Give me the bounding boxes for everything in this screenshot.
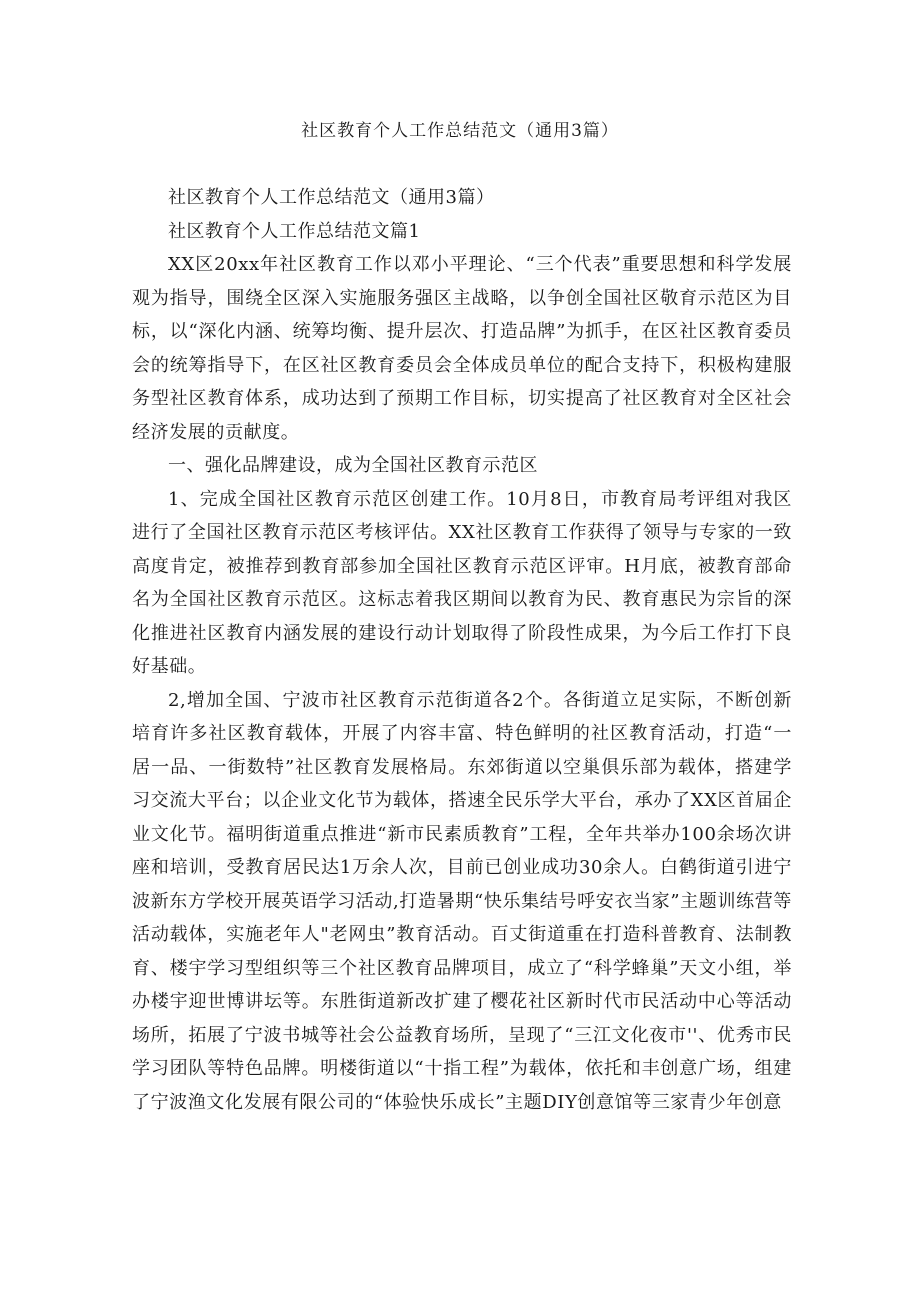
section-heading-part1: 社区教育个人工作总结范文篇1 <box>168 220 421 242</box>
document-body <box>132 181 792 1119</box>
item-2-paragraph: 2,增加全国、宁波市社区教育示范街道各2个。各街道立足实际，不断创新培育许多社区教育载体，开展了内容丰富、特色鲜明的社区教育活动，打造“一居一品、一街数特”社区教育发展格局。东郊街道以空巢俱乐部为载体，搭建学习交流大平台；以企业文化节为载体，搭速全民乐学大平台，承办了XX区首届企业文化节。福明街道重点推进“新市民素质教育”工程，全年共举办100余场次讲座和培训，受教育居民达1万余人次，目前已创业成功30余人。白鹤街道引进宁波新东方学校开展英语学习活动,打造暑期“快乐集结号呼安衣当家”主题训练营等活动载体，实施老年人"老网虫”教育活动。百丈街道重在打造科普教育、法制教育、楼宇学习型组织等三个社区教育品牌项目，成立了“科学蜂巢”天文小组，举办楼宇迎世博讲坛等。东胜街道新改扩建了樱花社区新时代市民活动中心等活动场所，拓展了宁波书城等社会公益教育场所，呈现了“三江文化夜市''、优秀市民学习团队等特色品牌。明楼街道以“十指工程”为载体，依托和丰创意广场，组建了宁波渔文化发展有限公司的“体验快乐成长”主题DIY创意馆等三家青少年创意 <box>132 689 792 1113</box>
document-title: 社区教育个人工作总结范文（通用3篇） <box>301 121 619 141</box>
item-1-paragraph: 1、完成全国社区教育示范区创建工作。10月8日，市教育局考评组对我区进行了全国社区教育示范区考核评估。XX社区教育工作获得了领导与专家的一致高度肯定，被推荐到教育部参加全国社区教育示范区评审。H月底，被教育部命名为全国社区教育示范区。这标志着我区期间以教育为民、教育惠民为宗旨的深化推进社区教育内涵发展的建设行动计划取得了阶段性成果，为今后工作打下良好基础。 <box>132 488 792 677</box>
section-heading-brand: 一、强化品牌建设，成为全国社区教育示范区 <box>168 455 538 476</box>
subtitle-paragraph: 社区教育个人工作总结范文（通用3篇） <box>168 187 495 208</box>
intro-paragraph: XX区20xx年社区教育工作以邓小平理论、“三个代表”重要思想和科学发展观为指导，围绕全区深入实施服务强区主战略，以争创全国社区敬育示范区为目标，以“深化内涵、统筹均衡、提升层次、打造品牌”为抓手，在区社区教育委员会的统筹指导下，在区社区教育委员会全体成员单位的配合支持下，积极构建服务型社区教育体系，成功达到了预期工作目标，切实提高了社区教育对全区社会经济发展的贡献度。 <box>132 254 792 443</box>
